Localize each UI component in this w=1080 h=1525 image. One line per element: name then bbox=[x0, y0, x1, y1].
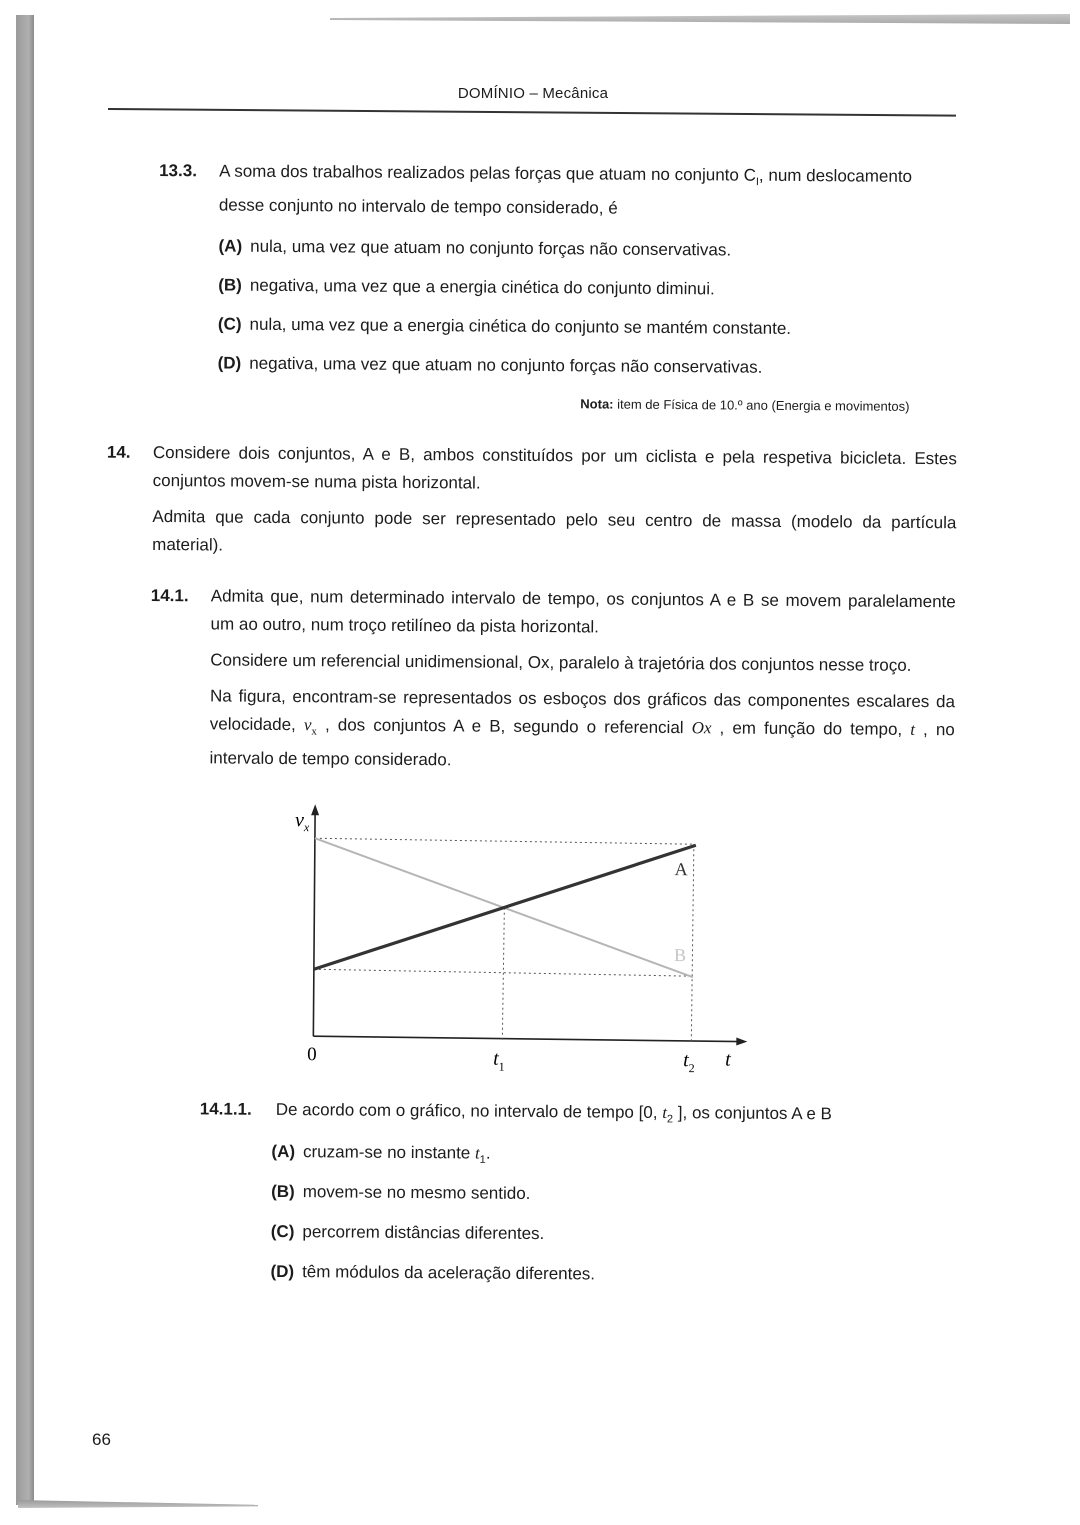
question-14-para-2: Admita que cada conjunto pode ser representado pelo seu centro de massa (modelo da partícula material). bbox=[152, 506, 957, 555]
question-stem bbox=[219, 157, 959, 225]
option-text: nula, uma vez que atuam no conjunto forças não conservativas. bbox=[250, 236, 732, 260]
stem-text: A soma dos trabalhos realizados pelas forças que atuam no conjunto C bbox=[219, 161, 756, 185]
note bbox=[580, 396, 909, 414]
question-13-3 bbox=[159, 157, 959, 226]
var-subscript: 1 bbox=[479, 1153, 486, 1166]
question-number: 14.1.1. bbox=[199, 1099, 252, 1119]
option-c[interactable] bbox=[271, 1218, 545, 1248]
var-t: t bbox=[474, 1143, 480, 1163]
question-14-1-1 bbox=[200, 1095, 960, 1135]
var-subscript: 2 bbox=[666, 1113, 674, 1126]
option-text: negativa, uma vez que a energia cinética do conjunto diminui. bbox=[249, 275, 715, 299]
question-14-1-para-3 bbox=[209, 682, 955, 778]
option-text: nula, uma vez que a energia cinética do conjunto se mantém constante. bbox=[249, 314, 792, 338]
note-label: Nota: bbox=[580, 396, 614, 412]
stem-text: , num deslocamento desse conjunto no intervalo de tempo considerado, é bbox=[218, 165, 913, 218]
option-text: têm módulos da aceleração diferentes. bbox=[302, 1262, 596, 1284]
option-letter: (C) bbox=[217, 314, 242, 334]
var-t: t bbox=[662, 1102, 668, 1123]
chart-svg bbox=[287, 798, 759, 1082]
var-v: v bbox=[303, 715, 312, 735]
option-d[interactable] bbox=[270, 1258, 595, 1289]
question-number: 14. bbox=[106, 442, 131, 462]
question-stem bbox=[276, 1096, 960, 1136]
question-14 bbox=[106, 439, 957, 566]
option-text: . bbox=[485, 1143, 491, 1163]
series-a-line bbox=[314, 842, 696, 972]
question-14-para-1: Considere dois conjuntos, A e B, ambos constituídos por um ciclista e pela respetiva bicicleta. Estes conjuntos movem-se numa pista horizontal. bbox=[152, 442, 957, 493]
option-letter: (D) bbox=[270, 1261, 295, 1282]
text: Na figura, encontram-se representados os esboços dos gráficos das componentes escalares da velocidade, bbox=[209, 686, 956, 735]
x-axis bbox=[313, 1036, 739, 1041]
option-letter: (D) bbox=[217, 353, 242, 373]
option-letter: (C) bbox=[270, 1221, 295, 1242]
question-14-1 bbox=[149, 582, 955, 779]
option-text: movem-se no mesmo sentido. bbox=[302, 1182, 531, 1203]
option-text: cruzam-se no instante bbox=[302, 1142, 476, 1163]
y-axis-arrow-icon bbox=[311, 804, 319, 815]
option-c[interactable] bbox=[218, 310, 791, 343]
stem-subscript: I bbox=[755, 176, 759, 189]
option-d[interactable] bbox=[218, 349, 763, 381]
var-t: t bbox=[910, 719, 916, 739]
question-number: 14.1. bbox=[150, 585, 189, 606]
guide-t2 bbox=[691, 844, 694, 1041]
option-letter: (B) bbox=[271, 1181, 295, 1202]
guide-max bbox=[315, 838, 694, 844]
option-letter: (B) bbox=[218, 275, 242, 295]
question-number: 13.3. bbox=[159, 160, 198, 181]
option-b[interactable] bbox=[218, 271, 715, 303]
text: , em função do tempo, bbox=[711, 718, 911, 739]
var-ox: Ox bbox=[691, 718, 712, 738]
text: , no intervalo de tempo considerado. bbox=[209, 719, 955, 770]
x-tick-t2: $t_2$ bbox=[683, 1049, 695, 1076]
option-a[interactable] bbox=[271, 1138, 490, 1174]
guide-t1 bbox=[502, 908, 504, 1040]
option-text: negativa, uma vez que atuam no conjunto forças não conservativas. bbox=[249, 353, 763, 377]
y-axis-label: $v_x$ bbox=[294, 809, 310, 835]
x-axis-label: t bbox=[725, 1048, 731, 1071]
option-letter: (A) bbox=[271, 1141, 296, 1162]
option-text: percorrem distâncias diferentes. bbox=[302, 1222, 545, 1244]
series-a-label: A bbox=[674, 859, 688, 880]
stem-text: ], os conjuntos A e B bbox=[673, 1103, 832, 1124]
option-a[interactable] bbox=[218, 232, 731, 264]
text: , dos conjuntos A e B, segundo o referencial bbox=[316, 715, 692, 738]
y-axis bbox=[313, 812, 315, 1036]
page-number: 66 bbox=[92, 1430, 111, 1449]
note-text: item de Física de 10.º ano (Energia e movimentos) bbox=[613, 396, 910, 414]
var-subscript: x bbox=[311, 725, 317, 738]
velocity-time-chart bbox=[287, 798, 759, 1082]
x-tick-t1: $t_1$ bbox=[493, 1047, 505, 1074]
option-letter: (A) bbox=[218, 236, 243, 256]
question-14-1-para-1: Admita que, num determinado intervalo de tempo, os conjuntos A e B se movem paralelamente um ao outro, num troço retilíneo da pista horizontal. bbox=[210, 586, 956, 637]
option-b[interactable] bbox=[271, 1178, 531, 1208]
running-head: DOMÍNIO – Mecânica bbox=[457, 85, 609, 102]
question-14-1-para-2: Considere um referencial unidimensional, Ox, paralelo à trajetória dos conjuntos nesse troço. bbox=[210, 650, 912, 675]
x-tick-zero: 0 bbox=[307, 1044, 317, 1066]
x-axis-arrow-icon bbox=[736, 1038, 747, 1046]
series-b-label: B bbox=[673, 945, 687, 966]
stem-text: De acordo com o gráfico, no intervalo de tempo [0, bbox=[275, 1099, 663, 1122]
